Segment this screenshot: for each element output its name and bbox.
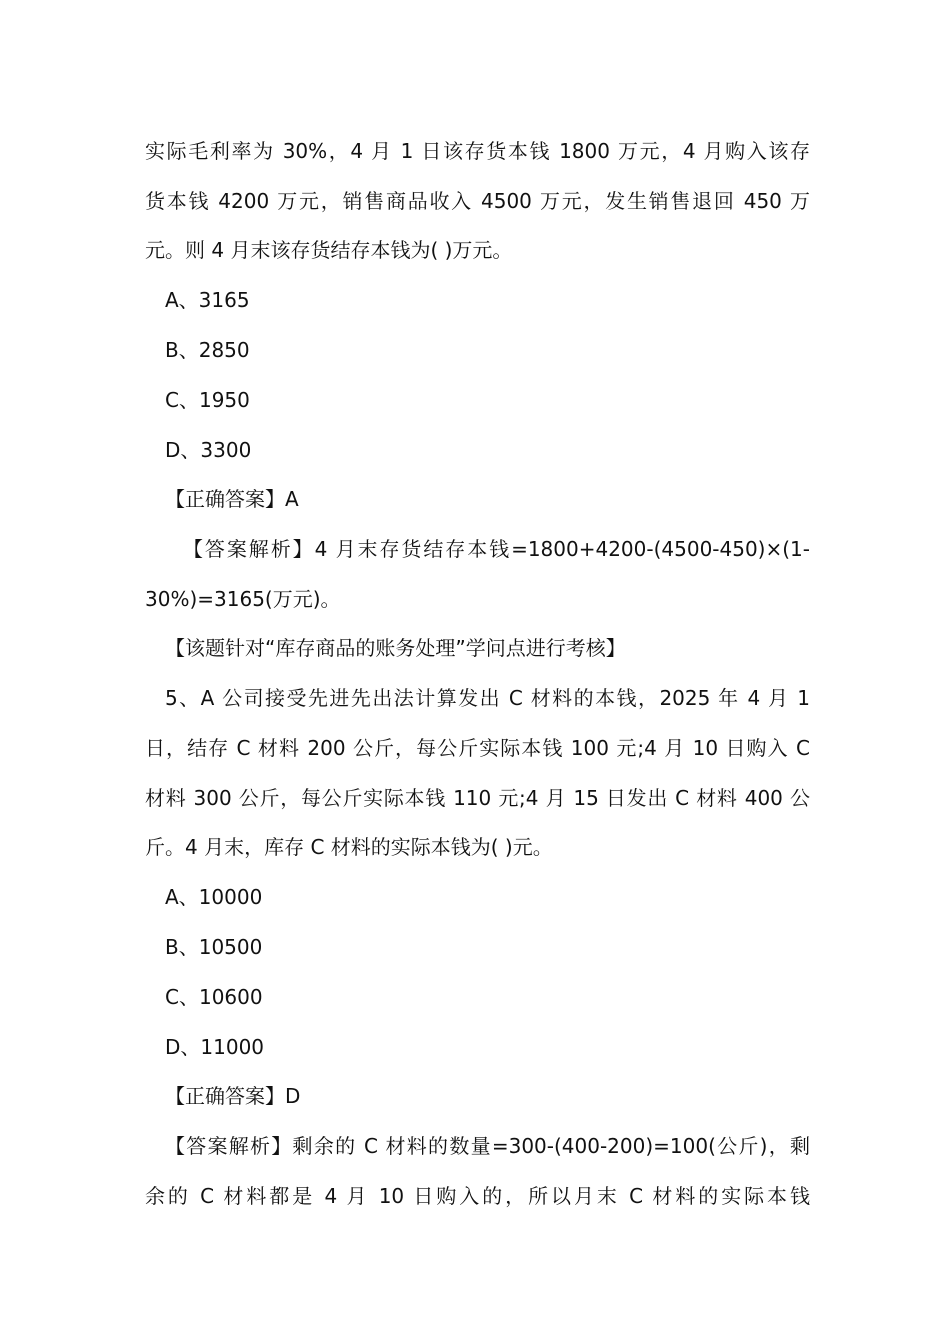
q4-analysis-line-1: 【答案解析】4 月末存货结存本钱=1800+4200-(4500-450)×(1- — [183, 537, 810, 561]
q5-stem-line-4: 斤。4 月末，库存 C 材料的实际本钱为( )元。 — [145, 835, 553, 859]
q5-option-a: A、10000 — [165, 885, 263, 909]
q4-option-b: B、2850 — [165, 338, 250, 362]
q5-option-d: D、11000 — [165, 1035, 265, 1059]
q5-analysis-line-1: 【答案解析】剩余的 C 材料的数量=300-(400-200)=100(公斤)，剩 — [165, 1134, 810, 1158]
q4-stem-line-3: 元。则 4 月末该存货结存本钱为( )万元。 — [145, 238, 513, 262]
q4-correct-answer: 【正确答案】A — [165, 487, 299, 511]
q4-analysis-line-2: 30%)=3165(万元)。 — [145, 587, 341, 611]
q5-stem-line-2: 日，结存 C 材料 200 公斤，每公斤实际本钱 100 元;4 月 10 日购入 C — [145, 736, 810, 760]
q4-option-d: D、3300 — [165, 438, 252, 462]
q4-stem-line-1: 实际毛利率为 30%，4 月 1 日该存货本钱 1800 万元，4 月购入该存 — [145, 139, 810, 163]
q4-topic-note: 【该题针对“库存商品的账务处理”学问点进行考核】 — [165, 636, 626, 660]
q5-stem-line-1: 5、A 公司接受先进先出法计算发出 C 材料的本钱，2025 年 4 月 1 — [165, 686, 810, 710]
q5-option-b: B、10500 — [165, 935, 263, 959]
q5-analysis-line-2: 余的 C 材料都是 4 月 10 日购入的，所以月末 C 材料的实际本钱 — [145, 1184, 810, 1208]
q4-option-a: A、3165 — [165, 288, 250, 312]
q5-stem-line-3: 材料 300 公斤，每公斤实际本钱 110 元;4 月 15 日发出 C 材料 400 公 — [145, 786, 810, 810]
q4-stem-line-2: 货本钱 4200 万元，销售商品收入 4500 万元，发生销售退回 450 万 — [145, 189, 810, 213]
q4-option-c: C、1950 — [165, 388, 250, 412]
q5-correct-answer: 【正确答案】D — [165, 1084, 301, 1108]
q5-option-c: C、10600 — [165, 985, 263, 1009]
